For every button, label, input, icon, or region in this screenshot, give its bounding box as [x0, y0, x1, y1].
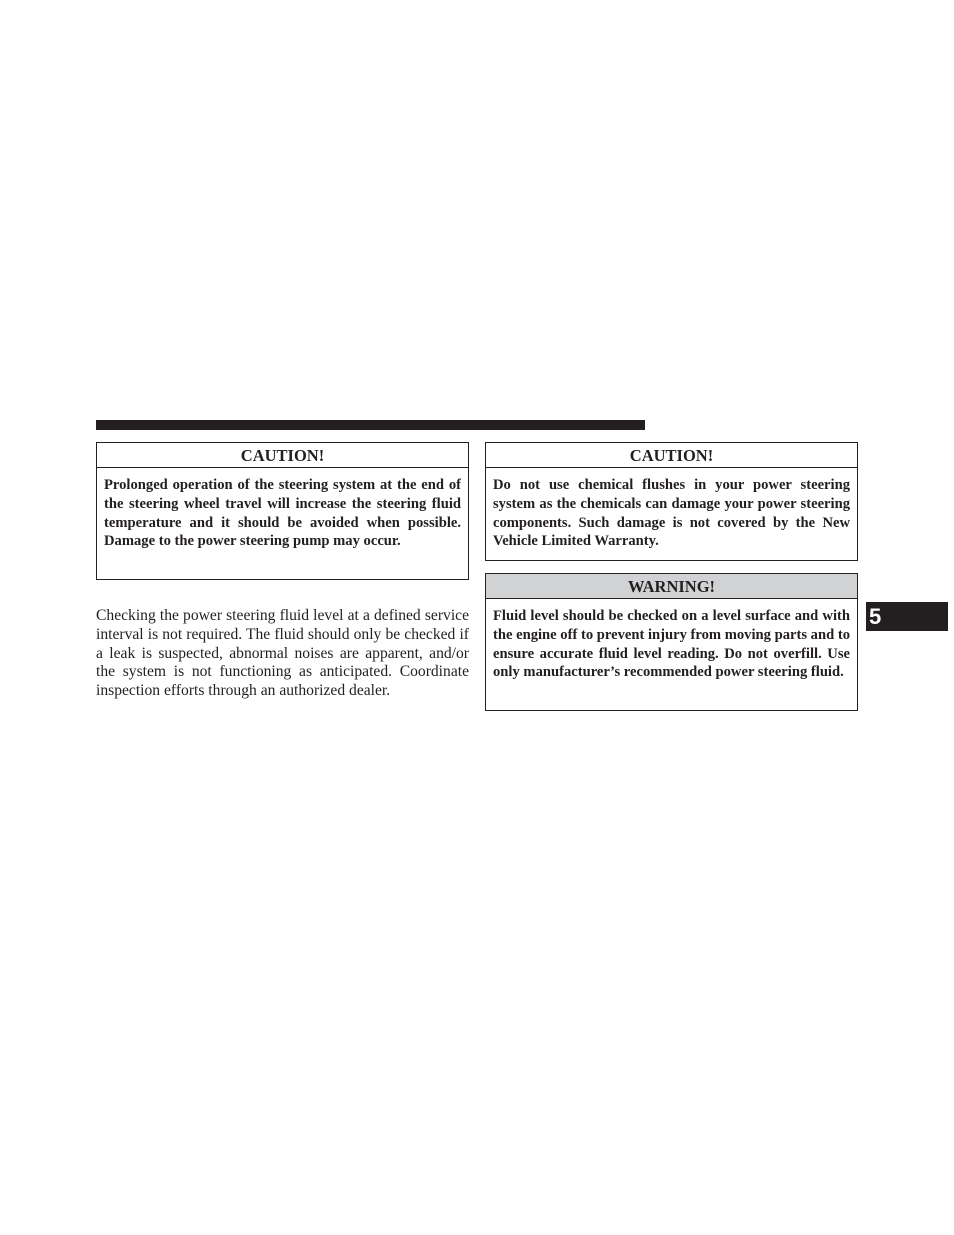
caution-text: Prolonged operation of the steering system at the end of the steering wheel travel will increase the steering fluid temperature and it should be avoided when possible. Damage to the power steering pump may occur. [104, 477, 461, 550]
section-rule [96, 420, 645, 430]
caution-title: CAUTION! [486, 443, 857, 468]
caution-text: Do not use chemical flushes in your power steering system as the chemicals can damage your power steering components. Such damage is not covered by the New Vehicle Limited Warranty. [493, 477, 850, 550]
body-paragraph: Checking the power steering fluid level at a defined service interval is not required. The fluid should only be checked if a leak is suspected, abnormal noises are apparent, and/or the system is not functioning as anticipated. Coordinate inspection efforts through an authorized dealer. [96, 607, 469, 700]
caution-box-right [485, 442, 858, 561]
caution-box-left [96, 442, 469, 580]
warning-text: Fluid level should be checked on a level surface and with the engine off to prevent injury from moving parts and to ensure accurate fluid level reading. Do not overfill. Use only manufacturer’s recommended power steering fluid. [493, 608, 850, 681]
caution-title: CAUTION! [97, 443, 468, 468]
warning-box [485, 573, 858, 711]
warning-title: WARNING! [486, 574, 857, 599]
chapter-tab: 5 [866, 602, 948, 631]
